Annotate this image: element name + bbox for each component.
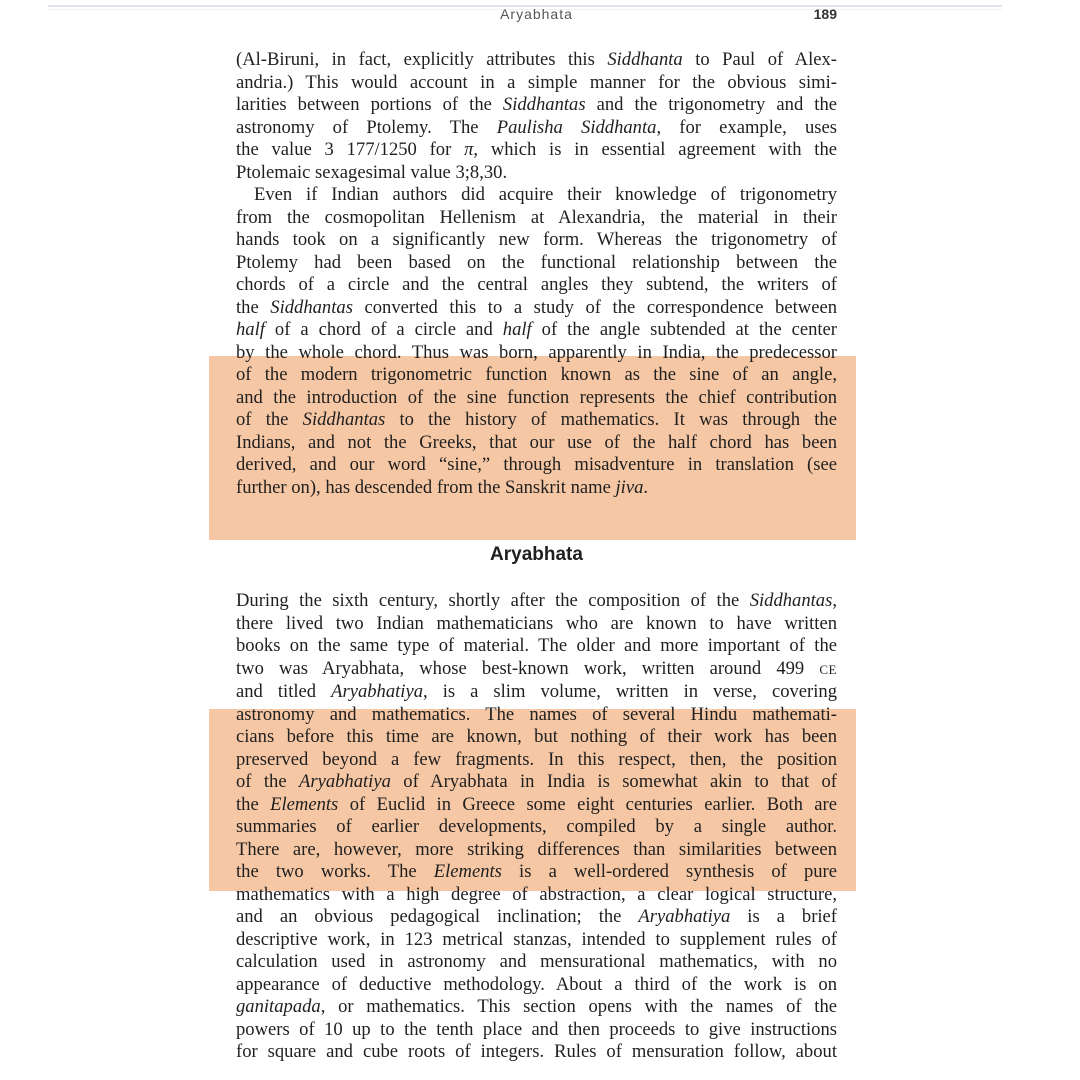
text-line: astronomy and mathematics. The names of several Hindu mathemati- — [236, 703, 837, 725]
text-line: from the cosmopolitan Hellenism at Alexandria, the material in their — [236, 206, 837, 228]
text-line: larities between portions of the Siddhantas and the trigonometry and the — [236, 94, 838, 115]
text-line: Ptolemaic sexagesimal value 3;8,30. — [236, 161, 508, 183]
text-line: cians before this time are known, but nothing of their work has been — [236, 726, 837, 747]
text-line: and the introduction of the sine function represents the chief contribution — [236, 386, 837, 408]
text-line: powers of 10 up to the tenth place and then proceeds to give instructions — [236, 1018, 837, 1040]
text-line: chords of a circle and the central angles they subtend, the writers of — [236, 274, 837, 295]
text-line: half of a chord of a circle and half of the angle subtended at the center — [236, 319, 837, 340]
text-line: andria.) This would account in a simple manner for the obvious simi- — [236, 71, 837, 93]
text-line: further on), has descended from the Sanskrit name jiva. — [236, 476, 649, 498]
text-line: derived, and our word “sine,” through misadventure in translation (see — [236, 454, 837, 475]
text-line: astronomy of Ptolemy. The Paulisha Siddhanta, for example, uses — [236, 116, 837, 138]
text-line: of the Siddhantas to the history of mathematics. It was through the — [236, 409, 837, 430]
text-line: for square and cube roots of integers. Rules of mensuration follow, about — [236, 1041, 837, 1062]
text-line: of the Aryabhatiya of Aryabhata in India is somewhat akin to that of — [236, 771, 837, 792]
text-line: the Siddhantas converted this to a study of the correspondence between — [236, 296, 837, 318]
text-line: Indians, and not the Greeks, that our use of the half chord has been — [236, 431, 837, 453]
text-line: Even if Indian authors did acquire their knowledge of trigonometry — [254, 184, 837, 205]
text-line: (Al-Biruni, in fact, explicitly attributes this Siddhanta to Paul of Alex- — [236, 49, 837, 70]
body-text-bottom — [236, 590, 837, 1064]
text-line: summaries of earlier developments, compiled by a single author. — [236, 816, 837, 837]
body-text-top — [236, 49, 837, 499]
text-line: the value 3 177/1250 for π, which is in essential agreement with the — [236, 139, 837, 160]
text-line: and titled Aryabhatiya, is a slim volume, written in verse, covering — [236, 681, 837, 702]
text-line: and an obvious pedagogical inclination; the Aryabhatiya is a brief — [236, 906, 838, 927]
section-heading: Aryabhata — [490, 544, 583, 565]
text-line: descriptive work, in 123 metrical stanzas, intended to supplement rules of — [236, 928, 837, 950]
text-line: there lived two Indian mathematicians who are known to have written — [236, 612, 837, 634]
text-line: calculation used in astronomy and mensurational mathematics, with no — [236, 951, 837, 972]
text-line: During the sixth century, shortly after the composition of the Siddhantas, — [236, 590, 837, 611]
text-line: the two works. The Elements is a well-ordered synthesis of pure — [236, 861, 837, 882]
text-line: of the modern trigonometric function known as the sine of an angle, — [236, 364, 837, 385]
running-title: Aryabhata — [500, 6, 573, 22]
running-header — [236, 6, 837, 26]
text-line: Ptolemy had been based on the functional relationship between the — [236, 251, 837, 273]
text-line: appearance of deductive methodology. About a third of the work is on — [236, 973, 837, 995]
text-line: ganitapada, or mathematics. This section opens with the names of the — [236, 996, 837, 1017]
text-line: the Elements of Euclid in Greece some eight centuries earlier. Both are — [236, 793, 837, 815]
page-number: 189 — [813, 6, 837, 22]
text-line: books on the same type of material. The older and more important of the — [236, 635, 837, 656]
text-line: preserved beyond a few fragments. In this respect, then, the position — [236, 748, 837, 770]
text-line: mathematics with a high degree of abstraction, a clear logical structure, — [236, 883, 837, 905]
text-line: by the whole chord. Thus was born, apparently in India, the predecessor — [236, 341, 837, 363]
text-line: There are, however, more striking differences than similarities between — [236, 838, 837, 860]
text-line: hands took on a significantly new form. Whereas the trigonometry of — [236, 229, 837, 250]
text-line: two was Aryabhata, whose best-known work, written around 499 CE — [236, 657, 837, 679]
